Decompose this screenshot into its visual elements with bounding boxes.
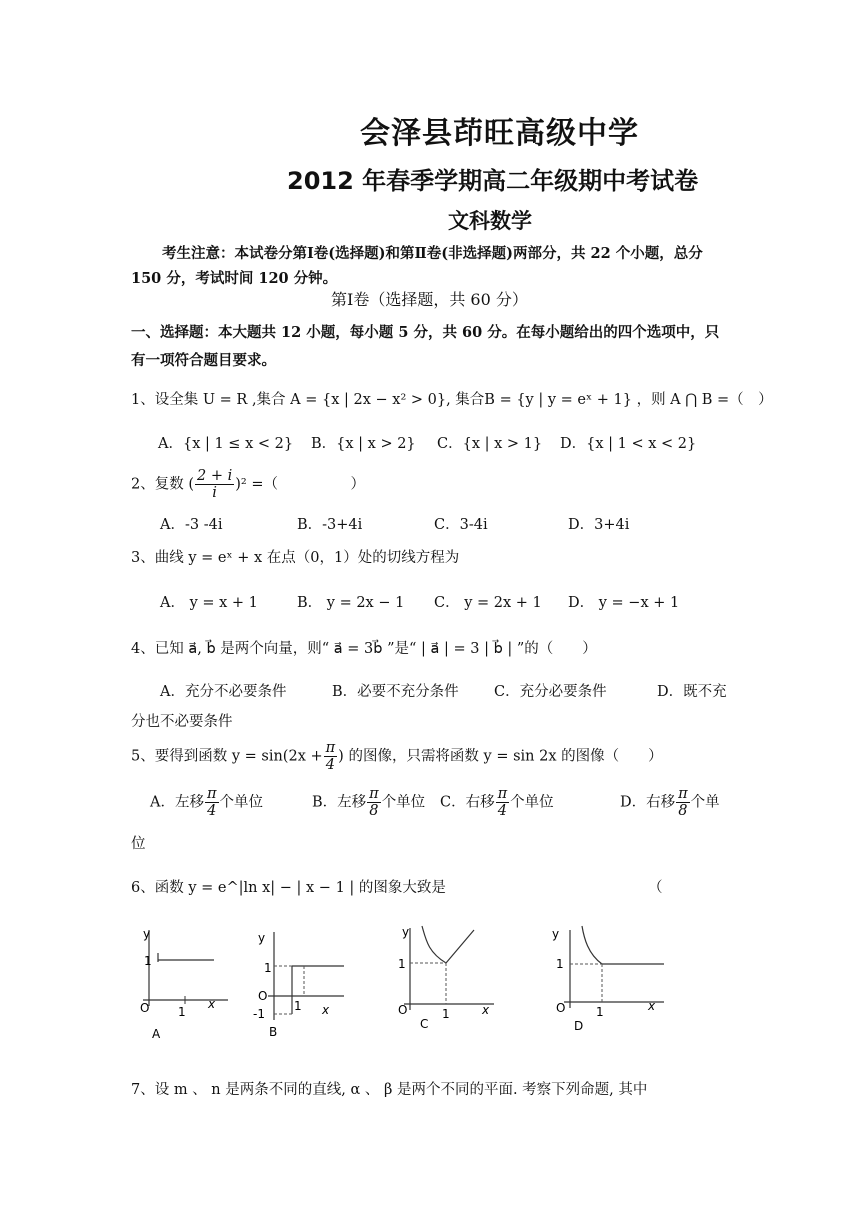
- q5a-pre: A．左移: [150, 794, 204, 811]
- section-instructions-1: 一、选择题：本大题共 12 小题，每小题 5 分，共 60 分。在每小题给出的四个选项中，只: [131, 324, 720, 341]
- q5d-fraction: [676, 786, 690, 819]
- question-2-numerator: 2 + i: [197, 468, 233, 484]
- question-5-option-d-cont: 位: [131, 836, 146, 852]
- question-6-paren: （: [648, 880, 663, 896]
- question-2-pre: 2、复数 (: [131, 476, 194, 493]
- question-5-denominator: 4: [325, 757, 336, 773]
- graph-c-x1: 1: [442, 1007, 450, 1021]
- q5b-den: 8: [369, 803, 379, 819]
- graph-c-y-label: y: [402, 925, 410, 939]
- question-2-option-d: D．3+4i: [568, 517, 630, 533]
- question-5-fraction: [324, 740, 338, 773]
- question-2-post: )² =（ ）: [235, 476, 365, 493]
- subject-title: 文科数学: [448, 209, 532, 233]
- question-3-option-d: D． y = −x + 1: [568, 595, 680, 611]
- q5a-fraction: [205, 786, 219, 819]
- question-3-option-b: B． y = 2x − 1: [297, 595, 405, 611]
- graph-b-y1: 1: [264, 961, 272, 975]
- graph-d-y-label: y: [552, 927, 560, 941]
- graph-d-x1: 1: [596, 1005, 604, 1019]
- graph-b-origin: O: [258, 989, 268, 1003]
- question-4-option-a: A．充分不必要条件: [160, 684, 287, 700]
- question-2-fraction: [195, 468, 234, 501]
- question-1-option-d: D．{x | 1 < x < 2}: [560, 436, 697, 452]
- notice-line-1: 考生注意：本试卷分第Ⅰ卷(选择题)和第Ⅱ卷(非选择题)两部分，共 22 个小题，总分: [162, 245, 703, 262]
- graph-c-caption: C: [420, 1017, 429, 1031]
- section-instructions-2: 有一项符合题目要求。: [131, 352, 276, 369]
- graph-c-origin: O: [398, 1003, 408, 1017]
- question-3-stem: 3、曲线 y = eˣ + x 在点（0，1）处的切线方程为: [131, 550, 460, 566]
- notice-line-2: 150 分，考试时间 120 分钟。: [131, 270, 338, 287]
- graph-a-y-label: y: [143, 927, 151, 941]
- q5c-den: 4: [497, 803, 507, 819]
- school-title: 会泽县茚旺高级中学: [360, 116, 639, 151]
- question-7-stem: 7、设 m 、 n 是两条不同的直线, α 、 β 是两个不同的平面. 考察下列命题, 其中: [131, 1082, 648, 1098]
- graph-c-y1: 1: [398, 957, 406, 971]
- graph-a-origin: O: [140, 1001, 150, 1015]
- question-4-option-d: D．既不充: [657, 684, 727, 700]
- graph-a: [128, 920, 228, 1040]
- question-2-option-b: B．-3+4i: [297, 517, 363, 533]
- question-4-option-d-cont: 分也不必要条件: [131, 714, 233, 730]
- volume-heading: 第Ⅰ卷（选择题，共 60 分）: [331, 290, 528, 309]
- exam-title: 2012 年春季学期高二年级期中考试卷: [287, 167, 699, 195]
- question-5-numerator: π: [325, 740, 336, 756]
- question-2-denominator: i: [212, 485, 217, 501]
- question-4-option-b: B．必要不充分条件: [332, 684, 459, 700]
- graph-b: [250, 920, 350, 1040]
- graph-a-x1: 1: [178, 1005, 186, 1019]
- question-1-option-a: A．{x | 1 ≤ x < 2}: [158, 436, 294, 452]
- question-6-stem: 6、函数 y = e^|ln x| − | x − 1 | 的图象大致是: [131, 880, 446, 896]
- q5b-pre: B．左移: [312, 794, 367, 811]
- question-2-option-a: A．-3 -4i: [160, 517, 223, 533]
- question-2-stem: [131, 468, 365, 501]
- graph-d: [548, 920, 668, 1040]
- q5a-den: 4: [207, 803, 217, 819]
- q5d-num: π: [678, 786, 688, 802]
- question-1-stem: 1、设全集 U = R ,集合 A = {x | 2x − x² > 0}, 集合B = {y | y = eˣ + 1} ，则 A ⋂ B =（ ）: [131, 392, 773, 408]
- q5c-post: 个单位: [510, 794, 554, 811]
- graph-b-neg1: -1: [253, 1007, 265, 1021]
- q5a-num: π: [206, 786, 217, 802]
- graph-d-caption: D: [574, 1019, 584, 1033]
- q5d-post: 个单: [690, 794, 720, 811]
- question-3-option-c: C． y = 2x + 1: [434, 595, 542, 611]
- question-5-option-c: [440, 786, 554, 819]
- graph-a-caption: A: [152, 1027, 161, 1040]
- question-1-option-b: B．{x | x > 2}: [311, 436, 416, 452]
- graph-b-x-label: x: [322, 1003, 330, 1017]
- q5a-post: 个单位: [219, 794, 264, 811]
- graph-d-x-label: x: [648, 999, 656, 1013]
- graph-a-x-label: x: [208, 997, 216, 1011]
- graph-d-y1: 1: [556, 957, 564, 971]
- question-2-option-c: C．3-4i: [434, 517, 488, 533]
- graph-b-caption: B: [269, 1025, 278, 1039]
- graph-d-origin: O: [556, 1001, 566, 1015]
- question-5-stem: [131, 740, 663, 773]
- graph-c: [394, 920, 504, 1040]
- question-4-stem: 4、已知 a⃗, b⃗ 是两个向量，则“ a⃗ = 3b⃗ ”是“ | a⃗ | = 3 | b⃗ | ”的（ ）: [131, 641, 597, 657]
- q5c-fraction: [496, 786, 510, 819]
- graph-b-y-label: y: [258, 931, 266, 945]
- question-4-option-c: C．充分必要条件: [494, 684, 607, 700]
- question-5-option-d: [620, 786, 720, 819]
- question-1-option-c: C．{x | x > 1}: [437, 436, 543, 452]
- question-3-option-a: A． y = x + 1: [160, 595, 258, 611]
- q5b-fraction: [367, 786, 381, 819]
- q5d-den: 8: [678, 803, 688, 819]
- q5c-pre: C．右移: [440, 794, 495, 811]
- q5b-num: π: [369, 786, 379, 802]
- q5b-post: 个单位: [381, 794, 426, 811]
- q5d-pre: D．右移: [620, 794, 676, 811]
- graph-c-x-label: x: [482, 1003, 490, 1017]
- question-5-post: ) 的图像，只需将函数 y = sin 2x 的图像（ ）: [338, 748, 663, 765]
- question-5-option-a: [150, 786, 263, 819]
- question-5-pre: 5、要得到函数 y = sin(2x +: [131, 748, 323, 765]
- graph-b-x1: 1: [294, 999, 302, 1013]
- q5c-num: π: [497, 786, 508, 802]
- question-5-option-b: [312, 786, 425, 819]
- graph-a-y1: 1: [144, 954, 152, 968]
